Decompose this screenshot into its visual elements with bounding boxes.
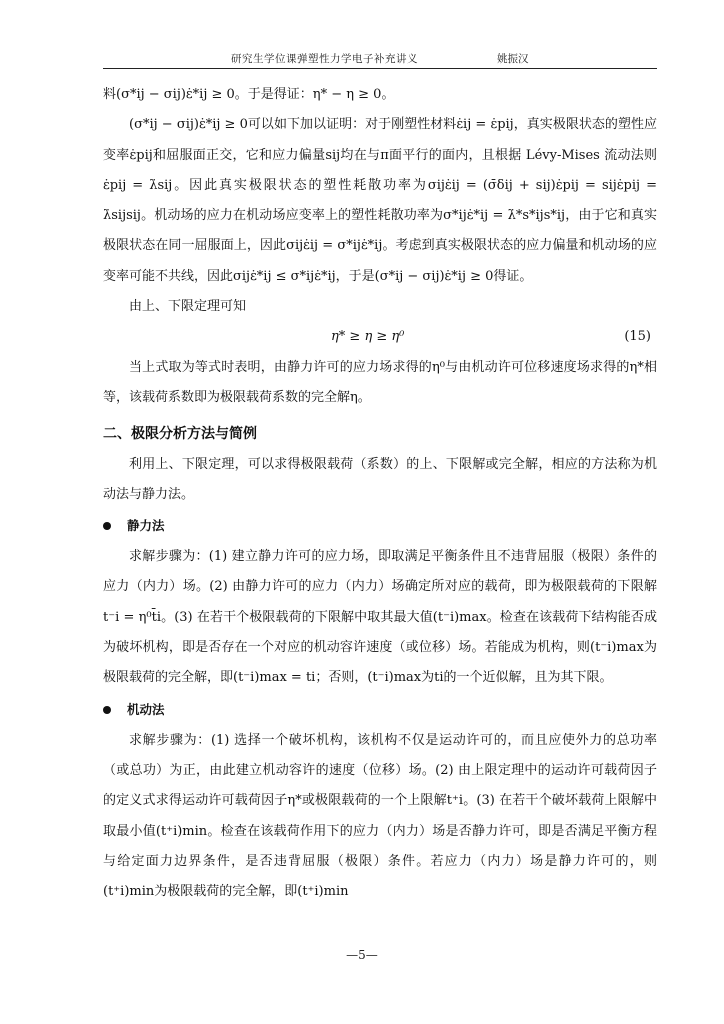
paragraph-static-steps: 求解步骤为：(1) 建立静力许可的应力场，即取满足平衡条件且不违背屈服（极限）条件的应力（内力）场。(2) 由静力许可的应力（内力）场确定所对应的载荷，即为极限载荷的下限解 t⁻i = η⁰t̄i。(3) 在若干个极限载荷的下限解中取其最大值(t⁻i)max。检查在该载荷下结构能否成为破坏机构，即是否存在一个对应的机动容许速度（或位移）场。若能成为机构，则(t⁻i)max为极限载荷的完全解，即(t⁻i)max = ti；否则，(t⁻i)max为ti的一个近似解，且为其下限。: [103, 549, 657, 686]
header-title: 研究生学位课弹塑性力学电子补充讲义: [231, 53, 418, 65]
bullet-kinematic-method: [103, 694, 657, 726]
section-heading: 二、极限分析方法与简例: [103, 426, 257, 443]
equation-expression: η* ≥ η ≥ η⁰: [331, 329, 405, 345]
paragraph-proof-detail: (σ*ij − σij)ε̇*ij ≥ 0可以如下加以证明：对于刚塑性材料ε̇ij = ε̇pij，真实极限状态的塑性应变率ε̇pij和屈服面正交，它和应力偏量sij均在与π面平行的面内，且根据 Lévy-Mises 流动法则ε̇pij = λ̇sij。因此真实极限状态的塑性耗散功率为σijε̇ij = (σ̄δij + sij)ε̇pij = sijε̇pij = λ̇sijsij。机动场的应力在机动场应变率上的塑性耗散功率为σ*ijε̇*ij = λ̇*s*ijs*ij，由于它和真实极限状态在同一屈服面上，因此σijε̇ij = σ*ijε̇*ij。考虑到真实极限状态的应力偏量和机动场的应变率可能不共线，因此σijε̇*ij ≤ σ*ijε̇*ij，于是(σ*ij − σij)ε̇*ij ≥ 0得证。: [103, 117, 657, 284]
page-header: [103, 48, 657, 69]
bullet-dot-icon: [103, 522, 111, 530]
bullet-dot-icon: [103, 706, 111, 714]
bullet-static-label: 静力法: [127, 518, 165, 534]
equation-15: [103, 322, 657, 352]
equation-number: (15): [624, 329, 651, 345]
bullet-kinematic-label: 机动法: [127, 701, 165, 717]
page-body: [103, 80, 657, 907]
header-author: 姚振汉: [497, 53, 529, 65]
bullet-static-method: [103, 510, 657, 542]
paragraph-kinematic-steps: 求解步骤为：(1) 选择一个破坏机构，该机构不仅是运动许可的，而且应使外力的总功率（或总功）为正，由此建立机动容许的速度（位移）场。(2) 由上限定理中的运动许可载荷因子的定义式求得运动许可载荷因子η*或极限载荷的一个上限解t⁺i。(3) 在若干个破坏载荷上限解中取最小值(t⁺i)min。检查在该载荷作用下的应力（内力）场是否静力许可，即是否满足平衡方程与给定面力边界条件，是否违背屈服（极限）条件。若应力（内力）场是静力许可的，则(t⁺i)min为极限载荷的完全解，即(t⁺i)min: [103, 732, 657, 900]
page-number: —5—: [346, 948, 378, 962]
paragraph-proof-end: 料(σ*ij − σij)ε̇*ij ≥ 0。于是得证：η* − η ≥ 0。: [103, 87, 395, 102]
paragraph-bounds-intro: 由上、下限定理可知: [129, 299, 247, 315]
paragraph-complete-solution: 当上式取为等式时表明，由静力许可的应力场求得的η⁰与由机动许可位移速度场求得的η*相等，该载荷系数即为极限载荷系数的完全解η。: [103, 359, 657, 405]
paragraph-methods-intro: 利用上、下限定理，可以求得极限载荷（系数）的上、下限解或完全解，相应的方法称为机动法与静力法。: [103, 456, 657, 502]
